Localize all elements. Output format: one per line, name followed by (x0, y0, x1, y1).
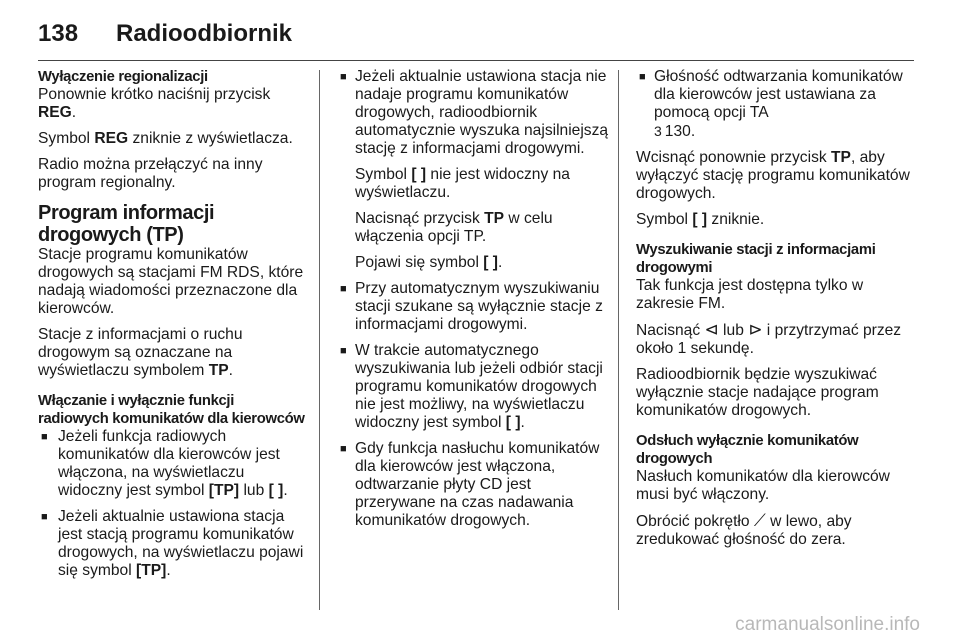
tp-button-label: TP (484, 210, 505, 227)
tp-symbol-label: TP (208, 362, 229, 379)
paragraph (636, 512, 914, 549)
text: Jeżeli aktualnie ustawiona stacja jest stacją programu komunikatów drogowych, na wyświetlaczu pojawi się symbol (58, 508, 304, 579)
paragraph (636, 149, 914, 203)
paragraph (38, 130, 306, 148)
text: , aby wyłączyć stację programu komunikatów drogowych. (636, 149, 910, 202)
text: Obrócić pokrętło (636, 513, 754, 530)
paragraph: Radio można przełączyć na inny program regionalny. (38, 156, 263, 191)
empty-bracket-symbol: [ ] (268, 482, 284, 499)
bullet-list (337, 68, 609, 530)
text: Wcisnąć ponownie przycisk (636, 149, 831, 166)
page-title: Radioodbiornik (116, 20, 292, 47)
sub-paragraph (355, 166, 609, 202)
list-item (337, 342, 609, 432)
reg-symbol-label: REG (94, 130, 129, 147)
text: lub (718, 322, 749, 339)
list-item (38, 508, 306, 580)
page-number: 138 (38, 20, 79, 47)
tp-button-label: TP (831, 149, 851, 166)
text: Symbol (636, 211, 693, 228)
sub-paragraph (355, 210, 609, 246)
list-item (38, 428, 306, 500)
paragraph (38, 86, 306, 122)
volume-knob-icon: ⟋ (753, 511, 766, 530)
list-item: ■ Gdy funkcja nasłuchu komunikatów dla kierowców jest włączona, odtwarzanie płyty CD jest przerywane na czas nadawania komunikatów drogowych. (337, 440, 609, 530)
empty-bracket-symbol: [ ] (505, 414, 521, 431)
text: . (283, 482, 288, 499)
reg-button-label: REG (38, 104, 72, 121)
subheading-traffic-search: Wyszukiwanie stacji z informacjami drogowymi (636, 242, 876, 276)
paragraph: Stacje programu komunikatów drogowych są stacjami FM RDS, które nadają wiadomości przeznaczone dla kierowców. (38, 246, 304, 317)
text: . (497, 254, 503, 271)
column-divider (319, 70, 320, 610)
text: nie jest widoczny na wyświetlaczu. (355, 166, 570, 201)
text: Stacje z informacjami o ruchu drogowym są oznaczane na wyświetlaczu symbolem (38, 326, 243, 379)
column-2 (337, 68, 609, 538)
column-1 (38, 68, 306, 588)
bullet-list (636, 68, 914, 141)
column-3 (636, 68, 914, 557)
list-item (337, 68, 609, 272)
tp-bracket-symbol: [TP] (136, 562, 167, 579)
text: Nacisnąć przycisk (355, 210, 485, 227)
text: i przytrzymać przez około 1 sekundę. (636, 322, 902, 357)
text: Nacisnąć (636, 322, 705, 339)
bullet-list (38, 428, 306, 580)
tp-bracket-symbol: [TP] (208, 482, 240, 499)
page-reference-icon: 3 (654, 123, 662, 139)
text: W trakcie automatycznego wyszukiwania lub jeżeli odbiór stacji programu komunikatów drogowych nie jest możliwy, na wyświetlaczu widoczny jest symbol (355, 342, 603, 431)
paragraph: Nasłuch komunikatów dla kierowców musi być włączony. (636, 468, 890, 503)
text: Pojawi się symbol (355, 254, 484, 271)
page-header (38, 20, 918, 50)
text: lub (239, 482, 269, 499)
text: . (71, 104, 77, 121)
text: zniknie z wyświetlacza. (128, 130, 293, 147)
text: w lewo, aby zredukować głośność do zera. (636, 513, 852, 548)
text: zniknie. (707, 211, 765, 228)
text: . (166, 562, 171, 579)
empty-bracket-symbol: [ ] (483, 254, 498, 271)
paragraph (38, 326, 306, 380)
column-divider (618, 70, 619, 610)
subheading-tp-toggle: Włączanie i wyłącznie funkcji radiowych komunikatów dla kierowców (38, 393, 305, 427)
seek-right-icon: ⊳ (748, 320, 763, 339)
page-reference: 130. (664, 123, 696, 140)
text: . (228, 362, 233, 379)
header-rule (38, 60, 914, 61)
text: Ponownie krótko naciśnij przycisk (38, 86, 271, 103)
watermark: carmanualsonline.info (735, 614, 920, 635)
empty-bracket-symbol: [ ] (692, 211, 708, 228)
paragraph (636, 321, 914, 358)
list-item (636, 68, 914, 141)
paragraph (636, 211, 914, 229)
text: w celu włączenia opcji TP. (355, 210, 553, 245)
seek-left-icon: ⊲ (704, 320, 719, 339)
text: Symbol (38, 130, 95, 147)
text: Jeżeli funkcja radiowych komunikatów dla kierowców jest włączona, na wyświetlaczu widoczny jest symbol (58, 428, 280, 499)
text: Symbol (355, 166, 412, 183)
text: . (520, 414, 525, 431)
subheading-regionalization-off: Wyłączenie regionalizacji (38, 69, 208, 85)
text: Głośność odtwarzania komunikatów dla kierowców jest ustawiana za pomocą opcji TA (654, 68, 903, 121)
empty-bracket-symbol: [ ] (411, 166, 427, 183)
paragraph: Radioodbiornik będzie wyszukiwać wyłącznie stacje nadające program komunikatów drogowych. (636, 366, 879, 419)
section-title-tp: Program informacji drogowych (TP) (38, 202, 215, 246)
list-item: ■ Przy automatycznym wyszukiwaniu stacji szukane są wyłącznie stacje z informacjami drogowymi. (337, 280, 609, 334)
text: ■ Jeżeli aktualnie ustawiona stacja nie nadaje programu komunikatów drogowych, radioodbiornik automatycznie wyszuka najsilniejszą stację z informacjami drogowymi. (355, 68, 609, 157)
paragraph: Tak funkcja jest dostępna tylko w zakresie FM. (636, 277, 864, 312)
subheading-traffic-only: Odsłuch wyłącznie komunikatów drogowych (636, 433, 859, 467)
sub-paragraph (355, 254, 609, 272)
